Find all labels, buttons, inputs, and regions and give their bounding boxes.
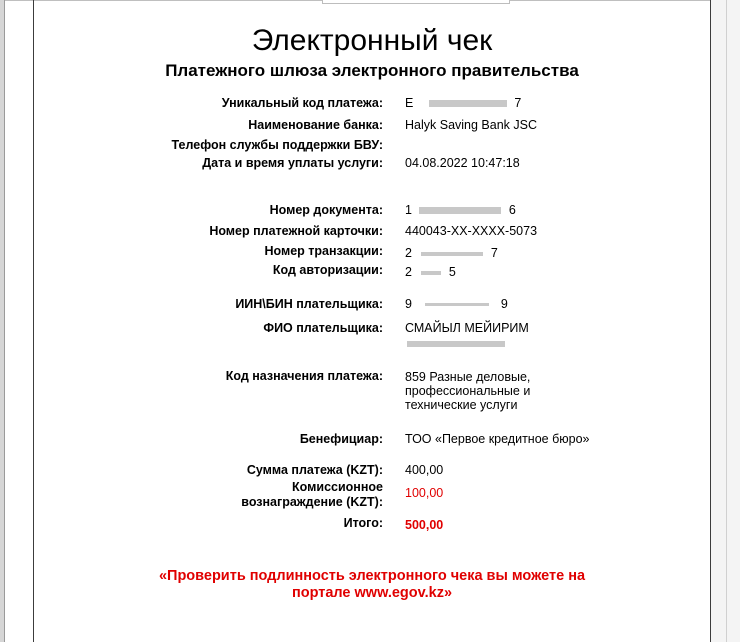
top-tab-edge <box>322 0 510 4</box>
transaction-number-label: Номер транзакции: <box>264 244 383 258</box>
card-number-value: 440043-XX-XXXX-5073 <box>405 224 538 238</box>
payer-name-label: ФИО плательщика: <box>263 321 383 335</box>
payment-code-value <box>405 96 521 111</box>
transaction-number-suffix: 7 <box>490 246 498 260</box>
redaction-bar <box>425 303 489 306</box>
payment-code-prefix: E <box>405 96 414 110</box>
payer-iin-value <box>405 297 508 312</box>
auth-code-label: Код авторизации: <box>272 263 383 277</box>
amount-label: Сумма платежа (KZT): <box>246 463 383 477</box>
document-number-value <box>405 203 516 218</box>
document-number-prefix: 1 <box>405 203 412 217</box>
total-label: Итого: <box>343 516 383 530</box>
total-value: 500,00 <box>405 518 444 532</box>
redaction-bar <box>421 252 483 256</box>
transaction-number-prefix: 2 <box>405 246 412 260</box>
paid-at-value: 04.08.2022 10:47:18 <box>405 156 520 170</box>
left-window-border <box>0 0 5 642</box>
right-scroll-divider <box>726 0 727 642</box>
payer-name-value: СМАЙЫЛ МЕЙИРИМ <box>405 321 529 335</box>
receipt-title: Электронный чек <box>251 24 493 57</box>
left-page-border <box>33 0 34 642</box>
support-phone-label: Телефон службы поддержки БВУ: <box>171 138 383 152</box>
redaction-bar <box>421 271 441 275</box>
card-number-label: Номер платежной карточки: <box>209 224 383 238</box>
bank-name-label: Наименование банка: <box>248 118 383 132</box>
redaction-bar <box>429 100 507 107</box>
purpose-code-value: 859 Разные деловые, профессиональные и технические услуги <box>405 370 531 412</box>
purpose-code-label: Код назначения платежа: <box>225 369 383 383</box>
verification-notice <box>34 568 710 602</box>
redaction-bar <box>419 207 501 214</box>
commission-label: Комиссионное вознаграждение (KZT): <box>241 480 383 509</box>
auth-code-prefix: 2 <box>405 265 412 279</box>
payer-iin-label: ИИН\БИН плательщика: <box>235 297 383 311</box>
verification-text: «Проверить подлинность электронного чека вы можете на портале www.egov.kz» <box>158 568 586 601</box>
beneficiary-label: Бенефициар: <box>299 432 383 446</box>
commission-value: 100,00 <box>405 486 444 500</box>
transaction-number-value <box>405 246 498 261</box>
payer-iin-prefix: 9 <box>405 297 412 311</box>
auth-code-value <box>405 265 456 280</box>
payment-code-label: Уникальный код платежа: <box>221 96 383 110</box>
receipt-subtitle: Платежного шлюза электронного правительства <box>165 61 579 80</box>
amount-value: 400,00 <box>405 463 444 477</box>
payer-iin-suffix: 9 <box>500 297 508 311</box>
bank-name-value: Halyk Saving Bank JSC <box>405 118 538 132</box>
document-number-label: Номер документа: <box>269 203 383 217</box>
redaction-bar <box>407 341 505 347</box>
paid-at-label: Дата и время уплаты услуги: <box>202 156 383 170</box>
beneficiary-value: ТОО «Первое кредитное бюро» <box>405 432 590 446</box>
document-number-suffix: 6 <box>508 203 516 217</box>
auth-code-suffix: 5 <box>448 265 456 279</box>
payment-code-suffix: 7 <box>514 96 522 110</box>
